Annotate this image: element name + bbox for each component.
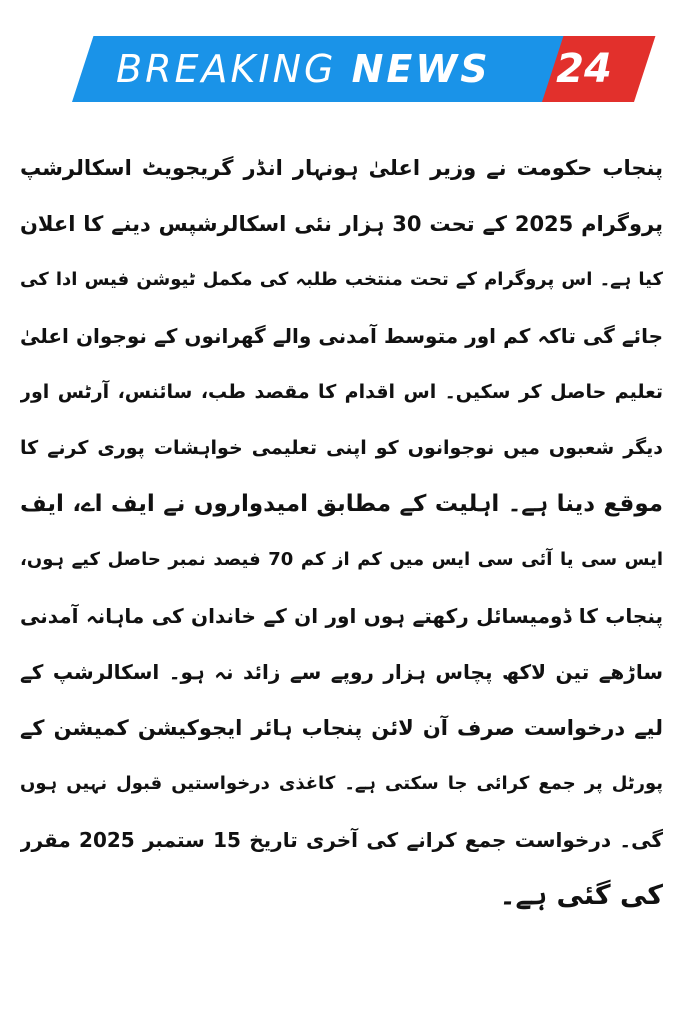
article-line: پورٹل پر جمع کرائی جا سکتی ہے۔ کاغذی درخواستیں قبول نہیں ہوں — [20, 773, 663, 794]
article-line: دیگر شعبوں میں نوجوانوں کو اپنی تعلیمی خواہشات پوری کرنے کا — [20, 437, 663, 459]
article-line: کی گئی ہے۔ — [499, 880, 663, 911]
banner-word-breaking: BREAKING — [116, 47, 337, 91]
article-line: موقع دینا ہے۔ اہلیت کے مطابق امیدواروں نے ایف اے، ایف — [20, 491, 663, 517]
article-line: لیے درخواست صرف آن لائن پنجاب ہائر ایجوکیشن کمیشن کے — [20, 716, 663, 740]
breaking-news-banner — [72, 36, 620, 102]
article-line: گی۔ درخواست جمع کرانے کی آخری تاریخ 15 ستمبر 2025 مقرر — [20, 828, 663, 852]
article-line: پنجاب کا ڈومیسائل رکھتے ہوں اور ان کے خاندان کی ماہانہ آمدنی — [20, 604, 663, 628]
article-line: پنجاب حکومت نے وزیر اعلیٰ ہونہار انڈر گریجویٹ اسکالرشپ — [20, 156, 663, 180]
article-line: کیا ہے۔ اس پروگرام کے تحت منتخب طلبہ کی مکمل ٹیوشن فیس ادا کی — [20, 269, 663, 290]
article-line: ساڑھے تین لاکھ پچاس ہزار روپے سے زائد نہ ہو۔ اسکالرشپ کے — [20, 660, 663, 684]
article-body — [20, 140, 663, 924]
banner-title — [116, 40, 491, 98]
banner-word-news: NEWS — [351, 47, 491, 91]
article-line: تعلیم حاصل کر سکیں۔ اس اقدام کا مقصد طب، سائنس، آرٹس اور — [20, 381, 663, 403]
banner-number: 24 — [556, 46, 612, 92]
article-line: پروگرام 2025 کے تحت 30 ہزار نئی اسکالرشپس دینے کا اعلان — [20, 212, 663, 236]
article-line: ایس سی یا آئی سی ایس میں کم از کم 70 فیصد نمبر حاصل کیے ہوں، — [20, 549, 663, 570]
article-line: جائے گی تاکہ کم اور متوسط آمدنی والے گھرانوں کے نوجوان اعلیٰ — [20, 324, 663, 348]
